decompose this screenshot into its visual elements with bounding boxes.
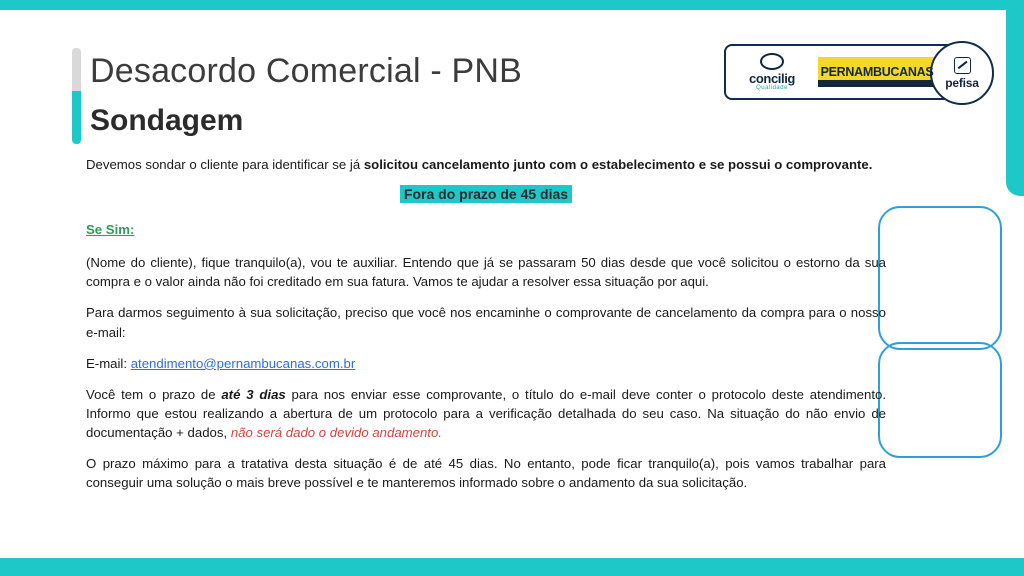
decorative-rounded-square-upper [878,206,1002,350]
slide-body [86,155,886,505]
concilig-logo-word: concilig [749,71,795,86]
email-label: E-mail: [86,355,131,371]
pernambucanas-logo-word: PERNAMBUCANAS [820,65,934,79]
paragraph-email [86,354,886,373]
paragraph-4-emphasis: até 3 dias [221,386,286,402]
decorative-rounded-square-lower [878,342,1002,458]
paragraph-4-part-a: Você tem o prazo de [86,386,222,402]
page-title: Desacordo Comercial - PNB [90,52,523,90]
intro-paragraph [86,155,886,174]
pernambucanas-logo [818,57,936,87]
page-subtitle: Sondagem [90,104,244,137]
top-accent-bar [0,0,1024,10]
pefisa-logo-word: pefisa [945,75,979,90]
pefisa-logo [930,41,994,105]
paragraph-4 [86,385,886,442]
intro-text-normal: Devemos sondar o cliente para identificar se já [86,157,364,172]
title-accent-bar [72,48,81,144]
top-right-accent-bar [1006,0,1024,196]
paragraph-1: (Nome do cliente), fique tranquilo(a), vou te auxiliar. Entendo que já se passaram 50 dias desde que você solicitou o estorno da sua compra e o valor ainda não foi creditado em sua fatura. Vamos te ajudar a resolver essa situação por aqui. [86,255,886,290]
pernambucanas-logo-stripe [818,80,936,87]
paragraph-2: Para darmos seguimento à sua solicitação, preciso que você nos encaminhe o comprovante de cancelamento da compra para o nosso e-mail: [86,305,886,340]
paragraph-4-part-b: para nos enviar esse comprovante, o título do e-mail deve conter o protocolo deste atendimento. Informo que estou realizando a abertura de um protocolo para a verificação detalhada do seu caso. Na situação do não envio de documentação + dados, [86,386,887,441]
square-slash-icon [954,57,971,74]
oval-mark-icon [760,53,784,70]
intro-text-bold: solicitou cancelamento junto com o estabelecimento e se possui o comprovante. [363,157,873,172]
email-link[interactable]: atendimento@pernambucanas.com.br [130,355,356,371]
paragraph-4-warning: não será dado o devido andamento. [230,425,442,441]
concilig-logo [726,53,818,91]
partner-logo-band [724,44,958,100]
deadline-highlight: Fora do prazo de 45 dias [400,185,572,203]
concilig-logo-sub: Qualidade [756,85,788,91]
bottom-accent-bar [0,558,1024,576]
se-sim-heading: Se Sim: [86,222,135,238]
highlight-line [86,186,886,204]
paragraph-5: O prazo máximo para a tratativa desta situação é de até 45 dias. No entanto, pode ficar tranquilo(a), pois vamos trabalhar para conseguir uma solução o mais breve possível e te manteremos informado sobre o andamento da sua solicitação. [86,456,886,491]
